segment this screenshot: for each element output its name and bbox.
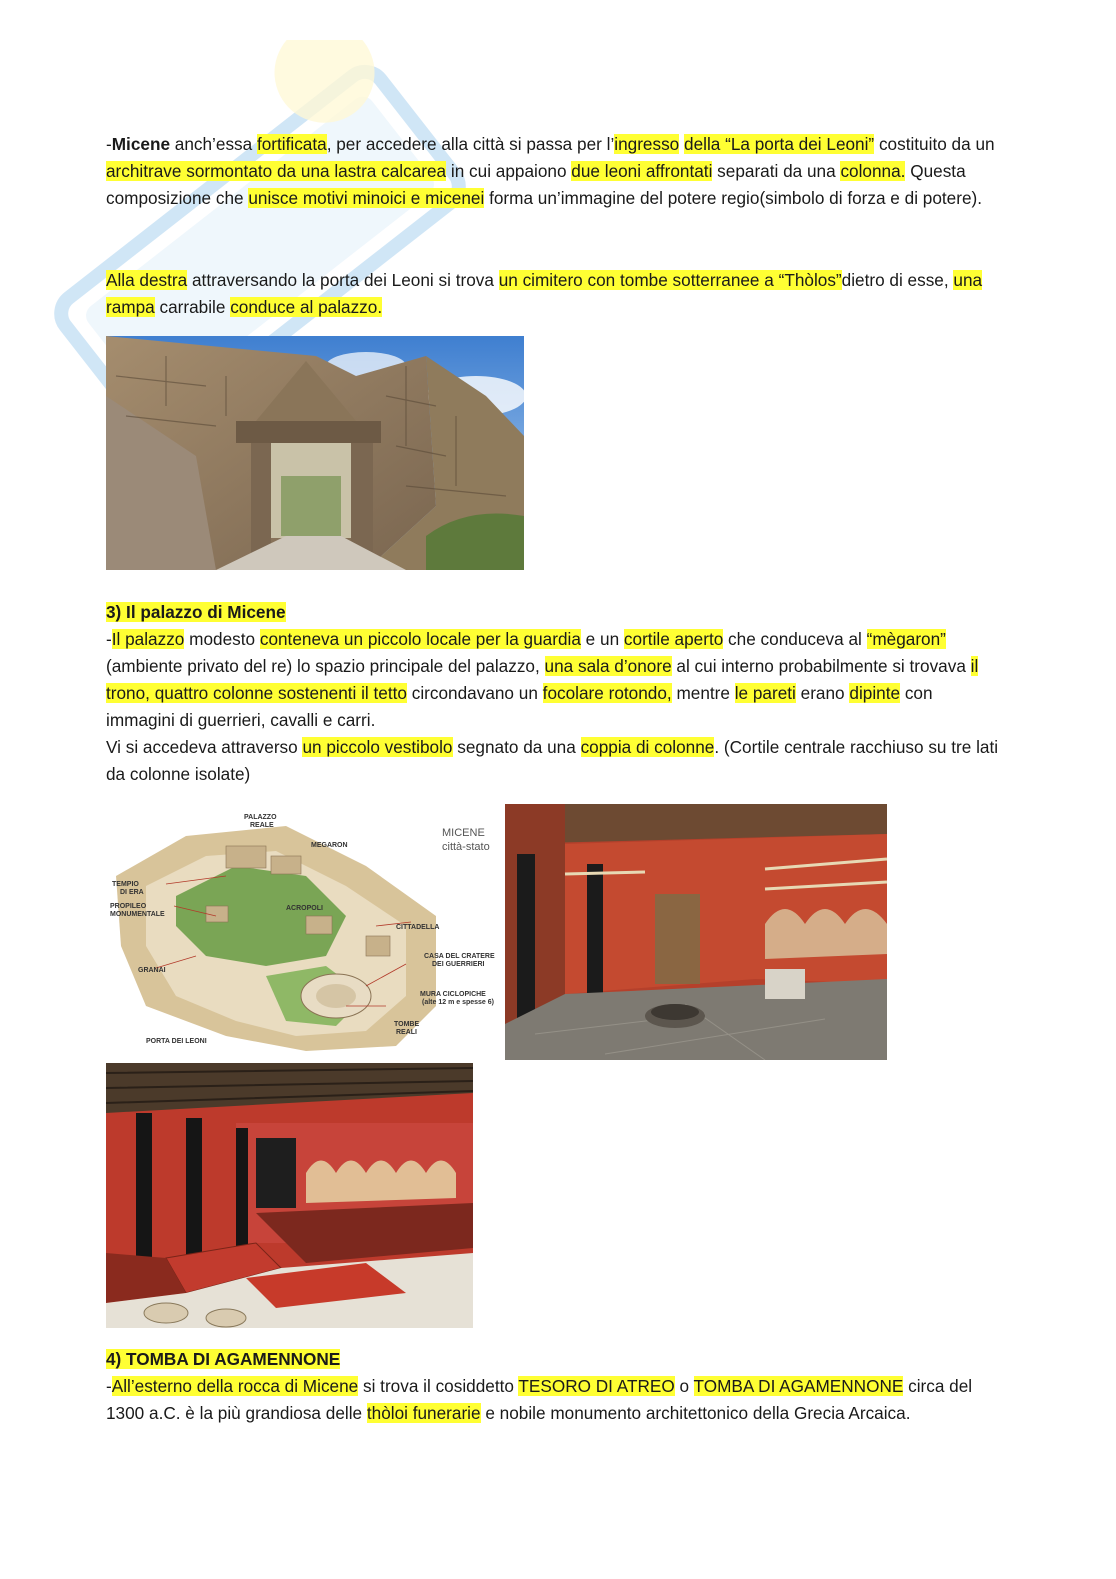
map-label-casa2: DEI GUERRIERI [432,961,485,968]
map-label-porta: PORTA DEI LEONI [146,1038,207,1045]
map-label-reali: REALI [396,1029,417,1036]
map-label-propileo: PROPILEO [110,903,147,910]
map-label-acropoli: ACROPOLI [286,905,323,912]
map-label-reale: REALE [250,822,274,829]
map-label-granai: GRANAI [138,967,166,974]
section-heading-palazzo: 3) Il palazzo di Micene [106,602,286,622]
map-label-tombe: TOMBE [394,1021,420,1028]
map-title: MICENE [442,827,485,839]
map-label-mura1: MURA CICLOPICHE [420,991,486,998]
paragraph-porta-leoni: -Micene anch’essa fortificata, per accedere alla città si passa per l’ingresso della “La porta dei Leoni” costituito da un architrave sormontato da una lastra calcarea in cui appaiono due leoni affrontati separati da una colonna. Questa composizione che unisce motivi minoici e micenei forma un’immagine del potere regio(simbolo di forza e di potere). [106,134,995,208]
megaron-reconstruction-photo [106,1063,473,1328]
map-subtitle: città-stato [442,841,490,853]
map-label-tempio: TEMPIO [112,881,139,888]
map-label-megaron: MEGARON [311,842,348,849]
map-label-palazzo: PALAZZO [244,814,277,821]
lion-gate-photo [106,336,524,570]
map-label-casa1: CASA DEL CRATERE [424,953,495,960]
paragraph-palazzo: -Il palazzo modesto conteneva un piccolo locale per la guardia e un cortile aperto che conduceva al “mègaron” (ambiente privato del re) lo spazio principale del palazzo, una sala d’onore al cui interno probabilmente si trovava il trono, quattro colonne sostenenti il tetto circondavano un focolare rotondo, mentre le pareti erano dipinte con immagini di guerrieri, cavalli e carri. [106,629,979,730]
map-label-monumentale: MONUMENTALE [110,911,165,918]
paragraph-cimitero: Alla destra attraversando la porta dei Leoni si trova un cimitero con tombe sotterranee a “Thòlos”dietro di esse, una rampa carrabile conduce al palazzo. [106,270,983,317]
paragraph-vestibolo: Vi si accedeva attraverso un piccolo vestibolo segnato da una coppia di colonne. (Cortile centrale racchiuso su tre lati da colonne isolate) [106,737,999,784]
paragraph-tomba-agamennone: -All’esterno della rocca di Micene si trova il cosiddetto TESORO DI ATREO o TOMBA DI AGAMENNONE circa del 1300 a.C. è la più grandiosa delle thòloi funerarie e nobile monumento architettonico della Grecia Arcaica. [106,1376,973,1423]
micene-map-illustration [106,806,504,1058]
map-label-di-era: DI ERA [120,889,144,896]
section-heading-tomba: 4) TOMBA DI AGAMENNONE [106,1349,341,1369]
map-label-mura2: (alte 12 m e spesse 6) [422,999,494,1006]
map-label-cittadella: CITTADELLA [396,924,440,931]
throne-room-photo [505,804,887,1060]
